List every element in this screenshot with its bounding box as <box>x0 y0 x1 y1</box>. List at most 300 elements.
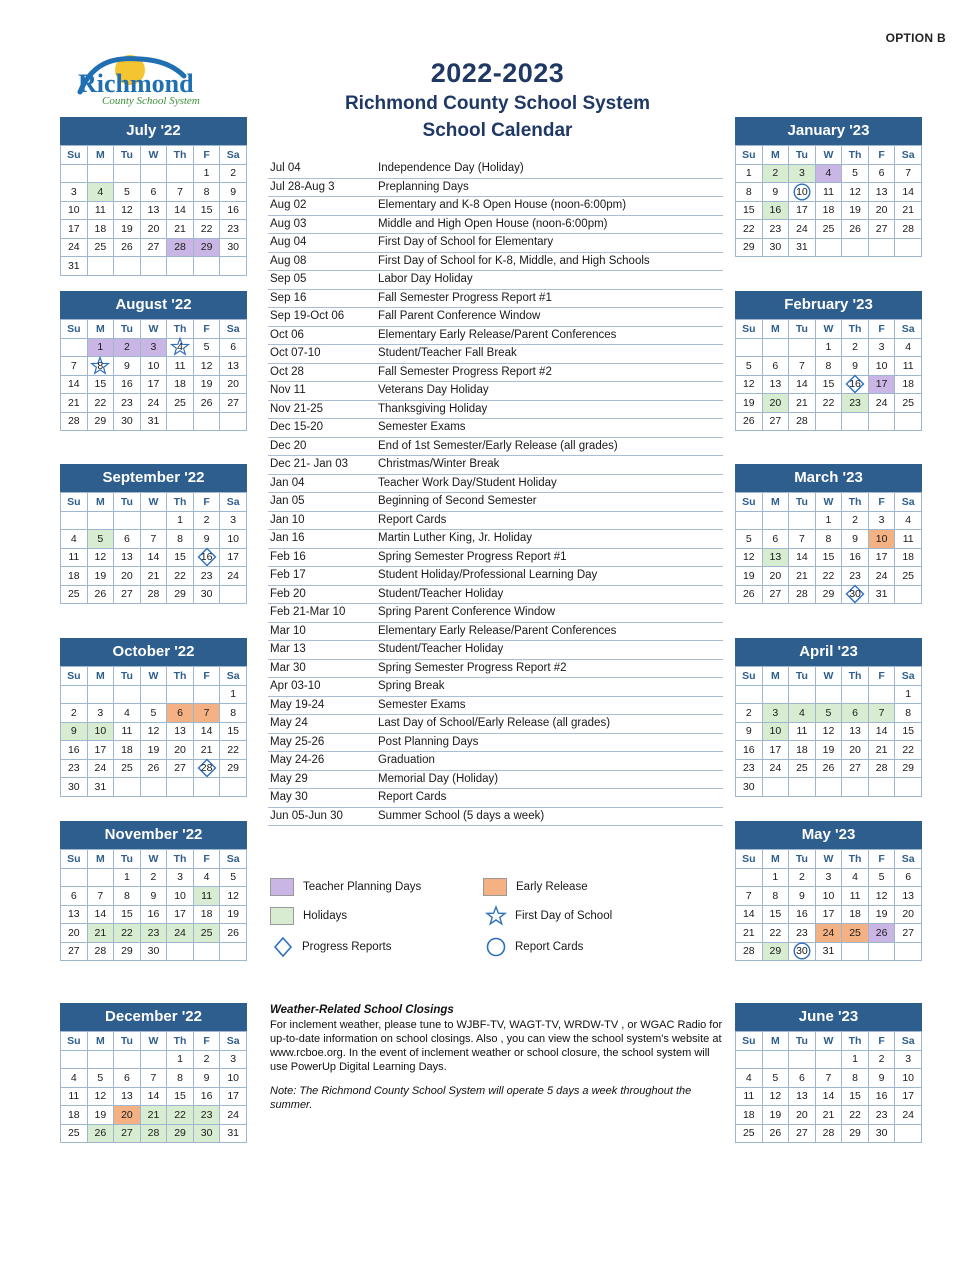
day-cell <box>167 722 194 741</box>
day-cell <box>220 375 247 394</box>
weekday-header: M <box>762 320 789 339</box>
day-cell <box>140 741 167 760</box>
day-number: 24 <box>769 762 782 775</box>
day-cell-empty <box>815 685 842 704</box>
day-cell <box>114 375 141 394</box>
day-cell <box>762 887 789 906</box>
day-cell-empty <box>815 412 842 431</box>
day-cell <box>736 238 763 257</box>
day-cell-empty <box>87 685 114 704</box>
event-date: Jan 05 <box>270 495 305 507</box>
day-number: 22 <box>849 1108 861 1121</box>
day-cell-empty <box>220 942 247 961</box>
day-cell <box>895 338 922 357</box>
day-number: 12 <box>227 889 240 902</box>
day-cell <box>61 905 88 924</box>
day-number: 25 <box>200 926 213 939</box>
event-description: Spring Semester Progress Report #1 <box>378 550 567 563</box>
day-number: 16 <box>67 743 80 756</box>
month-august-22 <box>60 291 247 431</box>
weekday-header: Tu <box>789 493 816 512</box>
legend-label-progress-reports: Progress Reports <box>302 941 392 953</box>
weekday-header: Su <box>736 1032 763 1051</box>
day-cell <box>868 887 895 906</box>
event-date: Dec 21- Jan 03 <box>270 458 348 470</box>
day-number: 6 <box>177 706 183 719</box>
weekday-header: Su <box>736 493 763 512</box>
event-description: Fall Semester Progress Report #1 <box>378 291 552 304</box>
day-cell <box>114 741 141 760</box>
day-number: 5 <box>878 871 885 884</box>
day-cell <box>842 924 869 943</box>
day-number: 3 <box>150 341 157 354</box>
day-cell <box>736 548 763 567</box>
day-number: 9 <box>203 1071 210 1084</box>
day-number: 26 <box>769 1127 782 1140</box>
day-number: 4 <box>203 871 210 884</box>
event-row <box>268 789 723 808</box>
day-number: 4 <box>745 1071 752 1084</box>
day-number: 18 <box>822 204 835 217</box>
day-number: 31 <box>227 1127 240 1140</box>
week-row <box>61 257 247 276</box>
day-cell-empty <box>736 338 763 357</box>
day-cell <box>868 220 895 239</box>
day-cell <box>167 759 194 778</box>
day-cell <box>61 1087 88 1106</box>
day-number: 20 <box>174 743 186 756</box>
day-number: 11 <box>796 725 808 738</box>
event-description: Thanksgiving Holiday <box>378 402 488 415</box>
weekday-header: Tu <box>789 667 816 686</box>
day-cell <box>868 394 895 413</box>
day-number: 23 <box>227 222 240 235</box>
day-number: 16 <box>121 378 133 391</box>
day-cell <box>167 905 194 924</box>
day-number: 3 <box>825 871 832 884</box>
day-number: 15 <box>94 378 107 391</box>
month-title: August '22 <box>60 291 247 319</box>
day-cell <box>114 924 141 943</box>
event-description: End of 1st Semester/Early Release (all grades) <box>378 439 618 452</box>
day-cell <box>193 905 220 924</box>
event-date: Sep 19-Oct 06 <box>270 310 345 322</box>
event-date: Dec 20 <box>270 439 307 452</box>
day-number: 4 <box>177 341 183 354</box>
event-date: Aug 08 <box>270 254 307 267</box>
day-cell <box>193 394 220 413</box>
weekday-header: F <box>868 320 895 339</box>
day-cell <box>842 868 869 887</box>
day-number: 15 <box>121 908 133 921</box>
day-number: 1 <box>230 688 237 701</box>
day-cell-empty <box>140 511 167 530</box>
day-number: 8 <box>772 889 779 902</box>
day-number: 18 <box>849 908 861 921</box>
month-title: November '22 <box>60 821 247 849</box>
day-number: 31 <box>67 259 80 272</box>
day-number: 10 <box>875 359 888 372</box>
week-row <box>736 164 922 183</box>
day-number: 4 <box>825 167 832 180</box>
day-cell <box>868 1087 895 1106</box>
day-number: 22 <box>227 743 240 756</box>
day-cell <box>61 704 88 723</box>
day-number: 17 <box>902 1090 915 1103</box>
weekday-header: Sa <box>220 320 247 339</box>
day-cell-empty <box>762 778 789 797</box>
svg-text:County School System: County School System <box>102 95 200 107</box>
week-row <box>61 1069 247 1088</box>
day-number: 17 <box>227 1090 240 1103</box>
day-number: 1 <box>772 871 779 884</box>
event-row <box>268 641 723 660</box>
weekday-header: Su <box>61 146 88 165</box>
day-number: 29 <box>822 588 835 601</box>
day-number: 5 <box>230 871 237 884</box>
day-cell <box>114 412 141 431</box>
day-cell-empty <box>842 942 869 961</box>
day-cell <box>193 530 220 549</box>
day-cell-empty <box>167 164 194 183</box>
event-description: Student/Teacher Holiday <box>378 643 504 655</box>
day-number: 15 <box>849 1090 861 1103</box>
day-cell <box>140 338 167 357</box>
weekday-header: Sa <box>220 667 247 686</box>
day-cell <box>842 201 869 220</box>
week-row <box>736 511 922 530</box>
week-row <box>736 1124 922 1143</box>
event-date: Aug 03 <box>270 217 307 230</box>
event-description: Semester Exams <box>378 421 466 433</box>
day-number: 23 <box>121 396 133 409</box>
month-grid <box>60 145 247 276</box>
day-number: 3 <box>905 1053 912 1066</box>
day-number: 10 <box>875 532 888 545</box>
day-cell-empty <box>61 511 88 530</box>
day-cell <box>868 357 895 376</box>
day-cell <box>114 238 141 257</box>
day-number: 30 <box>849 588 861 601</box>
day-number: 21 <box>67 396 80 409</box>
day-number: 30 <box>200 588 213 601</box>
day-number: 21 <box>822 1108 835 1121</box>
day-cell <box>87 394 114 413</box>
day-cell <box>193 375 220 394</box>
day-cell <box>87 778 114 797</box>
event-row <box>268 734 723 753</box>
day-cell <box>220 704 247 723</box>
day-number: 21 <box>200 743 213 756</box>
day-number: 19 <box>742 569 755 582</box>
legend <box>270 878 720 967</box>
day-cell <box>220 868 247 887</box>
day-cell <box>220 722 247 741</box>
day-number: 22 <box>174 1108 186 1121</box>
day-cell <box>220 1124 247 1143</box>
day-number: 11 <box>902 532 914 545</box>
weekday-header: F <box>193 850 220 869</box>
legend-label-report-cards: Report Cards <box>515 941 584 953</box>
day-cell <box>167 183 194 202</box>
day-number: 6 <box>123 1071 130 1084</box>
month-title: December '22 <box>60 1003 247 1031</box>
day-cell <box>895 394 922 413</box>
day-cell <box>114 887 141 906</box>
day-cell <box>815 924 842 943</box>
month-grid <box>735 492 922 604</box>
legend-item-report-cards <box>483 936 696 958</box>
day-cell-empty <box>87 511 114 530</box>
day-number: 26 <box>200 396 213 409</box>
event-date: Mar 30 <box>270 661 306 674</box>
day-number: 23 <box>769 222 782 235</box>
week-row <box>736 567 922 586</box>
day-number: 21 <box>147 1108 160 1121</box>
day-cell <box>87 530 114 549</box>
month-january-23 <box>735 117 922 257</box>
day-cell <box>895 567 922 586</box>
day-cell <box>114 759 141 778</box>
week-row <box>736 412 922 431</box>
day-number: 29 <box>94 415 107 428</box>
day-number: 5 <box>852 167 858 180</box>
day-cell <box>868 1106 895 1125</box>
month-title: June '23 <box>735 1003 922 1031</box>
week-row <box>736 887 922 906</box>
day-cell <box>193 238 220 257</box>
day-number: 22 <box>822 396 835 409</box>
day-number: 31 <box>875 588 888 601</box>
day-number: 28 <box>796 415 808 428</box>
day-cell <box>140 394 167 413</box>
day-cell <box>167 394 194 413</box>
day-cell-empty <box>815 778 842 797</box>
month-april-23 <box>735 638 922 797</box>
event-description: Independence Day (Holiday) <box>378 162 524 174</box>
event-row <box>268 697 723 716</box>
day-number: 2 <box>772 167 779 180</box>
day-cell <box>193 548 220 567</box>
title-year: 2022-2023 <box>430 58 565 88</box>
weekday-header: Th <box>167 146 194 165</box>
day-number: 10 <box>94 725 107 738</box>
day-cell <box>114 1087 141 1106</box>
day-number: 7 <box>203 706 210 719</box>
day-cell <box>61 567 88 586</box>
day-number: 12 <box>742 378 755 391</box>
day-number: 17 <box>147 378 160 391</box>
event-row <box>268 752 723 771</box>
title-line-1: Richmond County School System <box>344 93 651 114</box>
day-cell-empty <box>736 868 763 887</box>
day-cell <box>220 511 247 530</box>
day-cell <box>868 183 895 202</box>
day-number: 21 <box>742 926 755 939</box>
day-cell <box>868 1069 895 1088</box>
day-cell <box>167 924 194 943</box>
event-row <box>268 197 723 216</box>
day-cell <box>220 1050 247 1069</box>
weekday-header: Tu <box>789 146 816 165</box>
day-number: 30 <box>67 780 80 793</box>
event-description: First Day of School for Elementary <box>378 236 554 248</box>
event-row <box>268 493 723 512</box>
day-cell-empty <box>87 868 114 887</box>
day-cell <box>87 887 114 906</box>
day-cell <box>736 1124 763 1143</box>
day-cell <box>193 1106 220 1125</box>
event-description: Semester Exams <box>378 698 466 711</box>
day-number: 9 <box>772 185 779 198</box>
day-cell <box>736 741 763 760</box>
event-description: Last Day of School/Early Release (all grades) <box>378 717 611 729</box>
day-cell <box>193 220 220 239</box>
day-number: 6 <box>878 167 885 180</box>
day-cell <box>895 164 922 183</box>
day-cell <box>167 357 194 376</box>
day-cell <box>220 357 247 376</box>
event-date: Apr 03-10 <box>270 680 321 692</box>
day-number: 12 <box>742 551 755 564</box>
day-number: 23 <box>200 569 213 582</box>
day-number: 18 <box>67 1108 80 1121</box>
day-number: 18 <box>902 551 915 564</box>
day-number: 2 <box>745 706 752 719</box>
day-cell <box>868 1050 895 1069</box>
day-cell <box>868 905 895 924</box>
day-cell-empty <box>140 1050 167 1069</box>
day-number: 26 <box>227 926 240 939</box>
day-cell <box>167 1124 194 1143</box>
weekday-header: Th <box>842 1032 869 1051</box>
day-cell-empty <box>61 338 88 357</box>
day-number: 24 <box>227 1108 240 1121</box>
day-number: 1 <box>203 167 210 180</box>
day-number: 18 <box>174 378 186 391</box>
day-number: 16 <box>227 204 240 217</box>
day-number: 14 <box>902 185 915 198</box>
day-cell <box>140 201 167 220</box>
day-number: 26 <box>849 222 861 235</box>
weekday-header: Sa <box>895 1032 922 1051</box>
day-number: 26 <box>147 762 160 775</box>
day-number: 14 <box>67 378 80 391</box>
day-number: 21 <box>875 743 888 756</box>
day-cell <box>842 338 869 357</box>
weekday-header: Th <box>842 667 869 686</box>
day-cell <box>61 375 88 394</box>
month-october-22 <box>60 638 247 797</box>
day-number: 25 <box>94 241 107 254</box>
day-number: 20 <box>769 569 782 582</box>
logo <box>72 52 247 114</box>
event-description: Report Cards <box>378 791 447 803</box>
day-number: 8 <box>825 532 832 545</box>
weekday-header: W <box>815 1032 842 1051</box>
week-row <box>61 412 247 431</box>
day-number: 15 <box>769 908 782 921</box>
weekday-header: Th <box>842 146 869 165</box>
day-number: 25 <box>822 222 835 235</box>
day-cell <box>61 759 88 778</box>
day-number: 4 <box>97 185 104 198</box>
day-cell <box>193 1069 220 1088</box>
day-cell <box>140 585 167 604</box>
week-row <box>61 394 247 413</box>
weekday-header: W <box>815 667 842 686</box>
day-number: 10 <box>174 889 186 902</box>
day-number: 20 <box>769 396 782 409</box>
day-number: 7 <box>798 532 805 545</box>
event-date: Jun 05-Jun 30 <box>270 809 343 822</box>
day-cell <box>193 1050 220 1069</box>
day-cell <box>842 585 869 604</box>
day-cell <box>762 741 789 760</box>
day-cell <box>895 887 922 906</box>
day-cell <box>140 567 167 586</box>
event-description: Beginning of Second Semester <box>378 495 537 507</box>
day-cell <box>842 759 869 778</box>
day-cell <box>167 1069 194 1088</box>
day-number: 19 <box>121 222 133 235</box>
day-number: 14 <box>796 551 808 564</box>
day-number: 12 <box>94 551 107 564</box>
day-cell-empty <box>140 257 167 276</box>
day-cell <box>895 357 922 376</box>
week-row <box>736 394 922 413</box>
day-cell <box>114 357 141 376</box>
day-cell <box>140 1106 167 1125</box>
month-november-22 <box>60 821 247 961</box>
event-row <box>268 345 723 364</box>
day-number: 22 <box>902 743 915 756</box>
day-cell <box>868 704 895 723</box>
day-cell-empty <box>736 685 763 704</box>
day-cell <box>220 685 247 704</box>
day-cell <box>140 530 167 549</box>
day-number: 10 <box>769 725 782 738</box>
day-cell <box>762 412 789 431</box>
day-number: 24 <box>875 396 888 409</box>
day-cell <box>193 183 220 202</box>
day-cell <box>61 1069 88 1088</box>
day-cell <box>815 887 842 906</box>
day-cell <box>789 741 816 760</box>
day-number: 29 <box>121 945 133 958</box>
day-number: 18 <box>67 569 80 582</box>
day-cell-empty <box>762 1050 789 1069</box>
event-description: Memorial Day (Holiday) <box>378 772 499 785</box>
day-number: 14 <box>147 1090 160 1103</box>
event-date: Feb 16 <box>270 550 306 563</box>
day-number: 14 <box>147 551 160 564</box>
day-cell <box>868 511 895 530</box>
day-number: 14 <box>200 725 213 738</box>
day-number: 23 <box>875 1108 888 1121</box>
week-row <box>736 220 922 239</box>
week-row <box>61 924 247 943</box>
event-row <box>268 456 723 475</box>
legend-label-planning: Teacher Planning Days <box>303 881 422 893</box>
week-row <box>61 1050 247 1069</box>
day-cell <box>842 1124 869 1143</box>
day-cell <box>61 722 88 741</box>
day-number: 27 <box>174 762 186 775</box>
day-number: 5 <box>745 532 752 545</box>
day-cell <box>842 375 869 394</box>
day-cell <box>895 1087 922 1106</box>
